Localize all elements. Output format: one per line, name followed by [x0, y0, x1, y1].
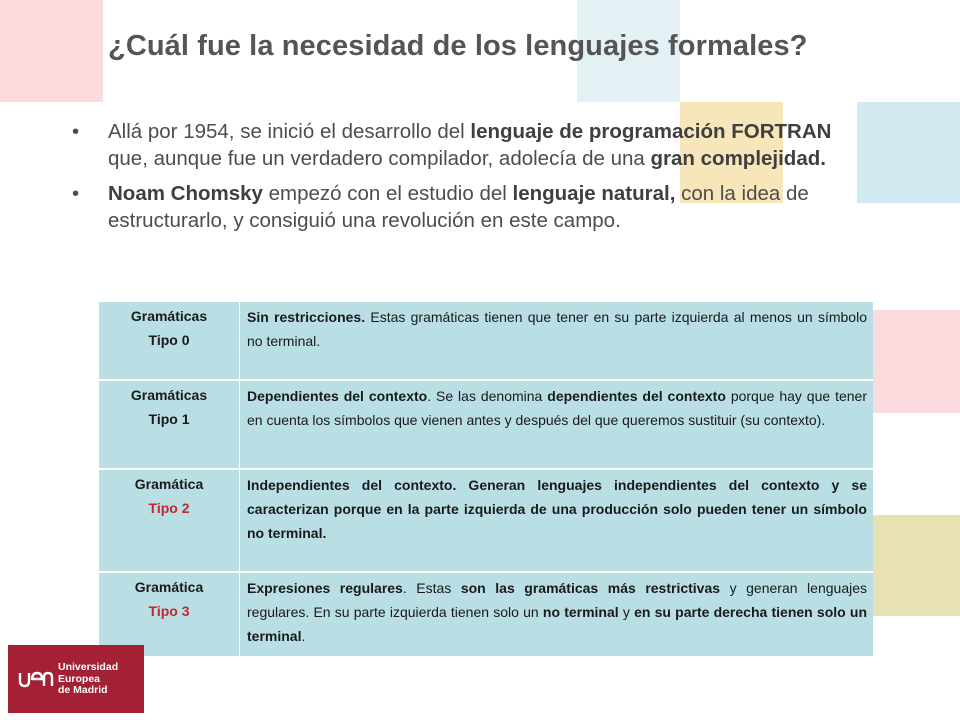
bullet-item: • Noam Chomsky empezó con el estudio del lenguaje natural, con la idea de estructurarlo, y consiguió una revolución en este campo.: [72, 182, 809, 232]
table-row: [99, 302, 873, 380]
table-row: [99, 469, 873, 572]
grammar-type-cell: Gramática Tipo 2: [99, 469, 240, 572]
logo-text: Universidad Europea de Madrid: [58, 661, 119, 696]
grammar-type-cell: Gramáticas Tipo 0: [99, 302, 240, 380]
grammar-description-cell: Independientes del contexto. Generan lenguajes independientes del contexto y se caracterizan porque en la parte izquierda de una producción solo pueden tener un símbolo no terminal.: [240, 469, 874, 572]
decorative-square-blue: [857, 102, 960, 203]
slide-title: ¿Cuál fue la necesidad de los lenguajes formales?: [108, 30, 808, 62]
table-row: [99, 572, 873, 656]
chomsky-hierarchy-table: [99, 302, 873, 656]
grammar-description-cell: Sin restricciones. Estas gramáticas tienen que tener en su parte izquierda al menos un símbolo no terminal.: [240, 302, 874, 380]
logo-mark-icon: [18, 667, 54, 691]
bullet-dot: •: [72, 182, 80, 205]
grammar-description-cell: Expresiones regulares. Estas son las gramáticas más restrictivas y generan lenguajes regulares. En su parte izquierda tienen solo un no terminal y en su parte derecha tienen solo un terminal.: [240, 572, 874, 656]
grammar-description-cell: Dependientes del contexto. Se las denomina dependientes del contexto porque hay que tener en cuenta los símbolos que vienen antes y después del que queremos sustituir (su contexto).: [240, 380, 874, 469]
grammar-type-cell: Gramática Tipo 3: [99, 572, 240, 656]
university-logo: [8, 645, 144, 713]
grammar-type-cell: Gramáticas Tipo 1: [99, 380, 240, 469]
table-row: [99, 380, 873, 469]
decorative-square-pink: [0, 0, 103, 102]
bullet-list: [70, 118, 870, 242]
bullet-item: • Allá por 1954, se inició el desarrollo del lenguaje de programación FORTRAN que, aunque fue un verdadero compilador, adolecía de una gran complejidad.: [72, 120, 832, 170]
bullet-dot: •: [72, 120, 80, 143]
